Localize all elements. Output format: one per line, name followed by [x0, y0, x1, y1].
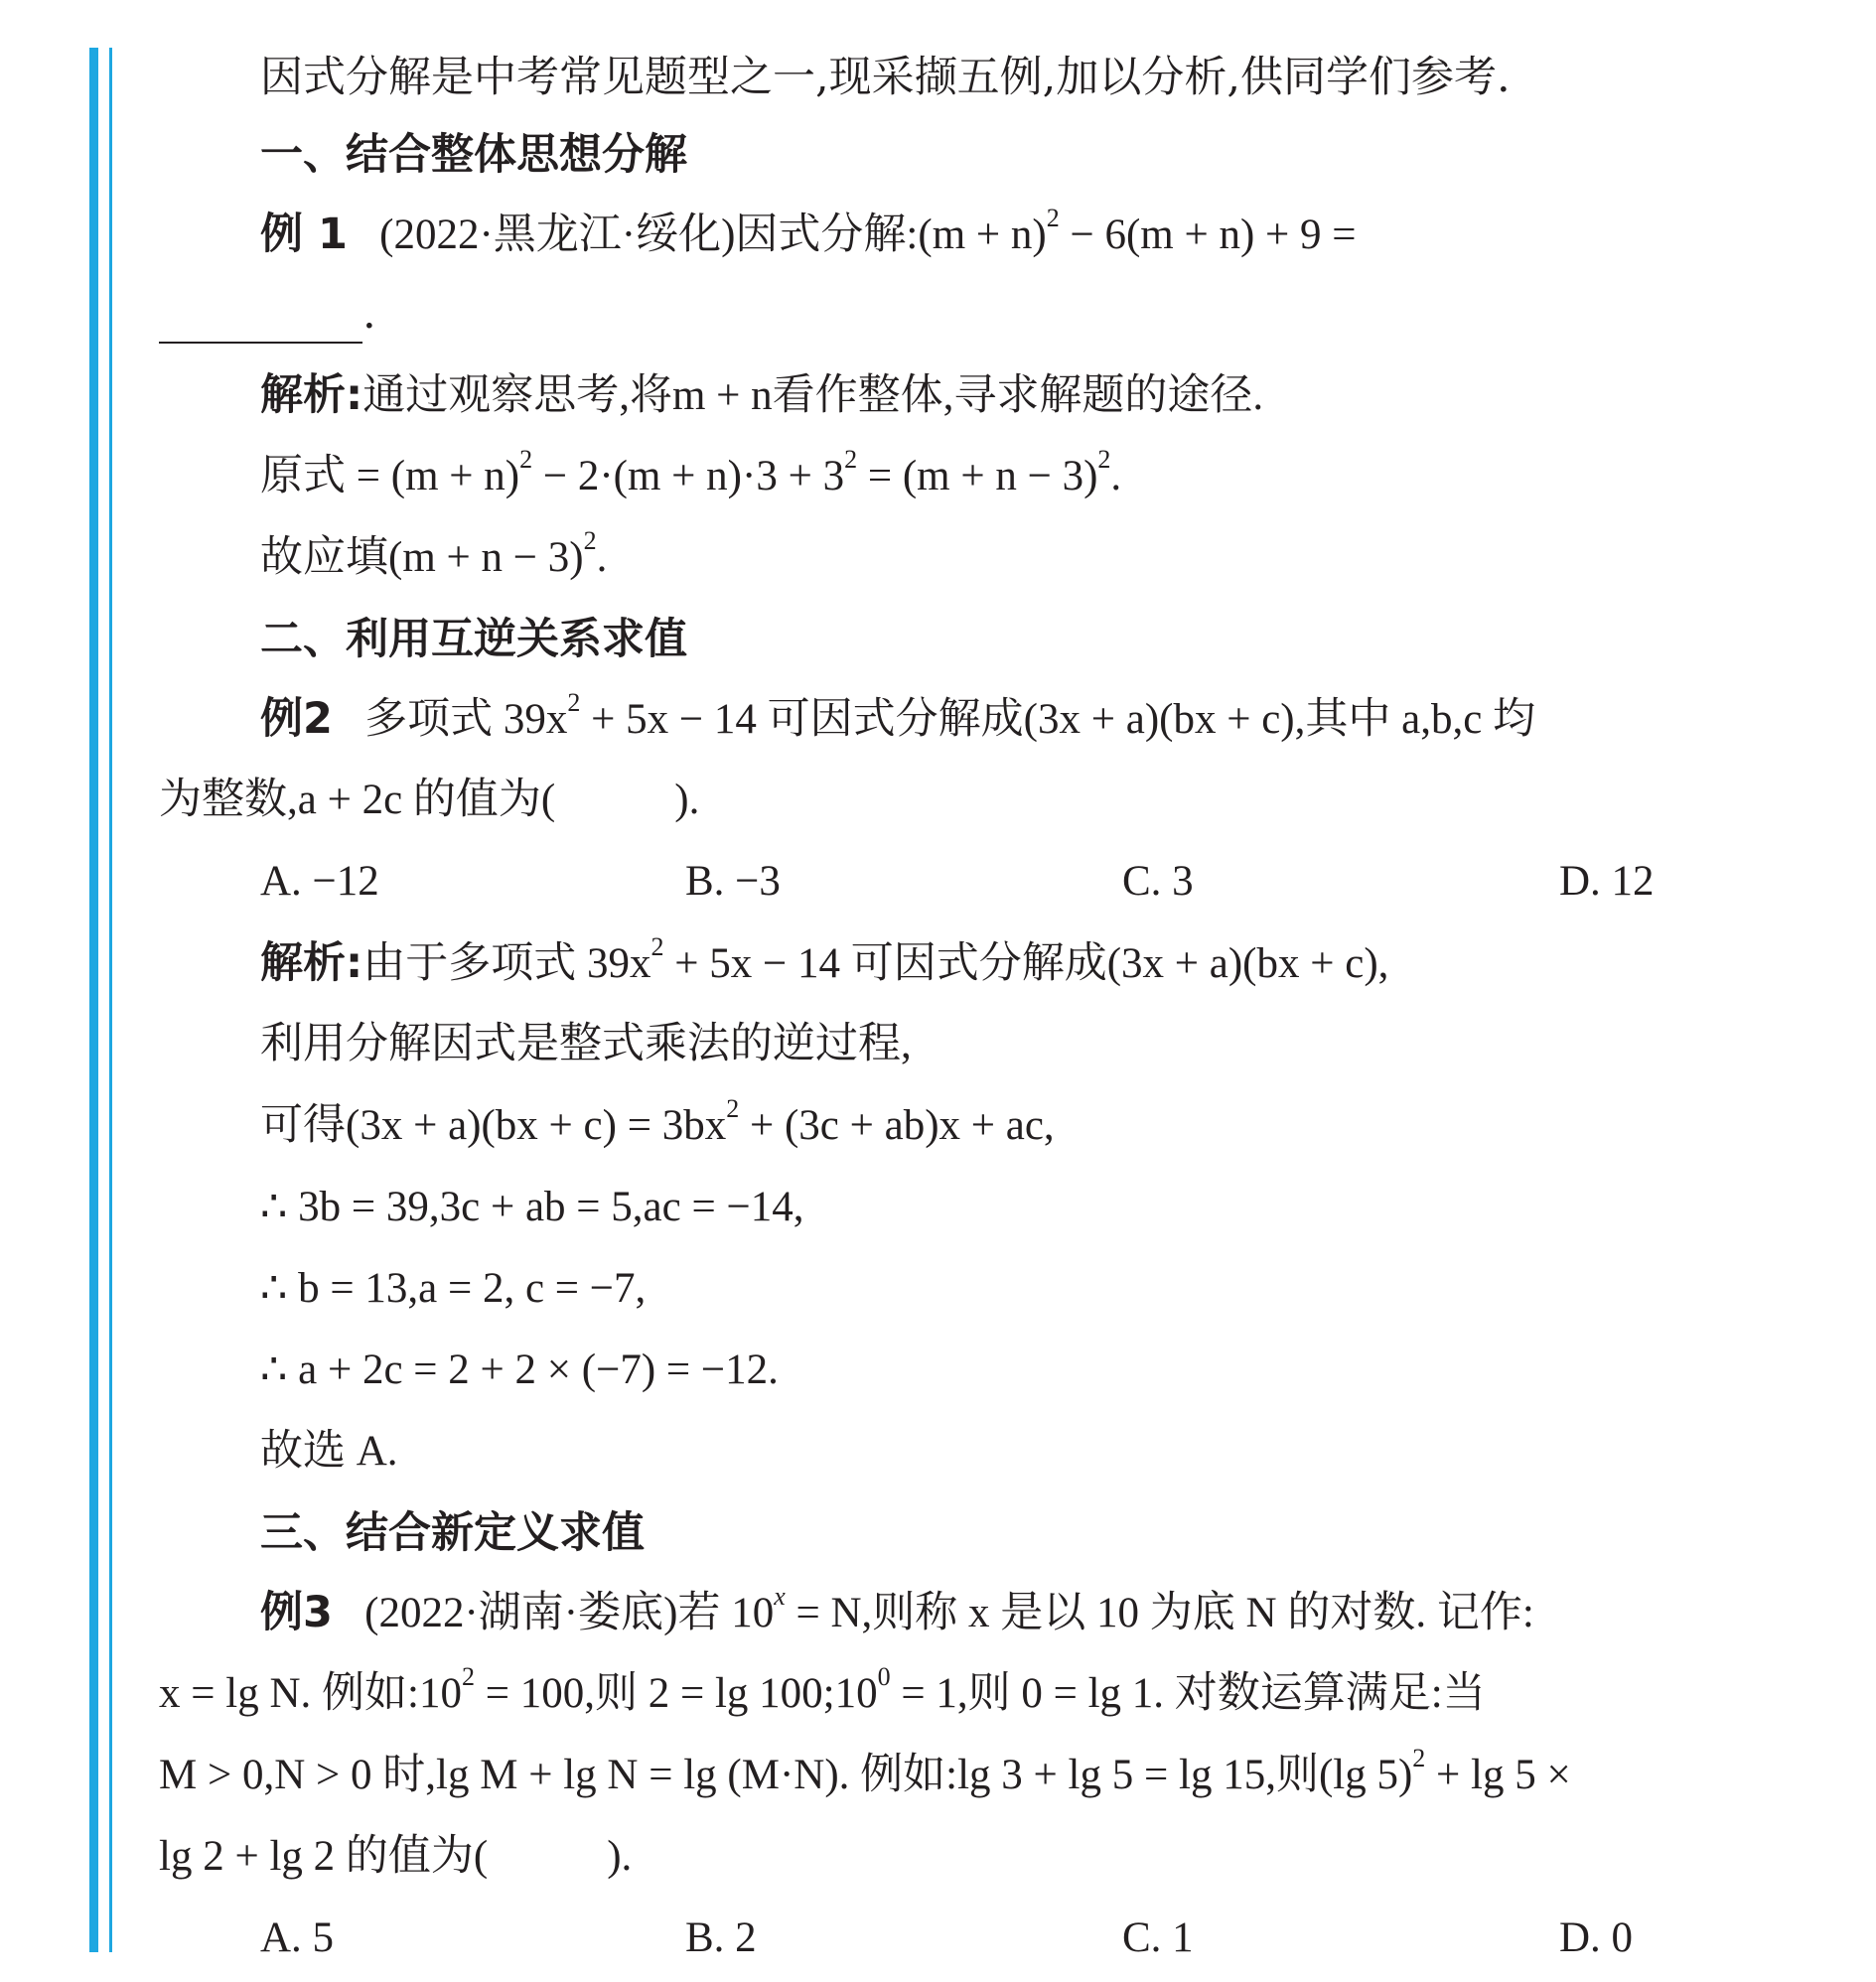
example-3-label: 例3	[260, 1588, 333, 1637]
example-1-question: 例 1 (2022·黑龙江·绥化)因式分解:(m + n)$^2$ − 6(m + n) + 9 =	[260, 204, 1357, 259]
example-2-option-a: A. −12	[260, 858, 379, 905]
margin-bar-thin	[109, 48, 112, 1952]
example-3-option-a: A. 5	[260, 1914, 335, 1961]
example-3-line1: 例3 (2022·湖南·娄底)若 $10^x = N$,则称 x 是以 10 为底 N 的对数. 记作:	[260, 1582, 1534, 1637]
example-2-option-b: B. −3	[685, 858, 781, 905]
example-1-label: 例 1	[260, 210, 348, 259]
example-2-step-2: 利用分解因式是整式乘法的逆过程,	[260, 1021, 912, 1067]
example-2-question-line2: 为整数,a + 2c 的值为( ).	[159, 777, 700, 823]
section-2-title: 二、利用互逆关系求值	[260, 615, 687, 664]
margin-bar-thick	[89, 48, 98, 1952]
example-3-option-b: B. 2	[685, 1914, 757, 1961]
example-2-step-6: ∴ a + 2c = 2 + 2 × (−7) = −12.	[260, 1346, 779, 1393]
intro-text: 因式分解是中考常见题型之一,现采撷五例,加以分析,供同学们参考.	[260, 53, 1511, 102]
example-2-analysis: 解析:由于多项式 $39x^2 + 5x - 14$ 可因式分解成(3x + a)(bx + c),	[260, 932, 1389, 988]
section-3-title: 三、结合新定义求值	[260, 1508, 645, 1558]
example-3-option-d: D. 0	[1559, 1914, 1634, 1961]
example-1-answer-blank: .	[159, 284, 1816, 344]
example-3-line2: x = lg N. 例如$:10^2 = 100$,则 $2 = \lg 100;10^0 = 1$,则 0 = lg 1. 对数运算满足:当	[159, 1662, 1486, 1717]
example-2-question-line1: 例2 多项式 $39x^2 + 5x - 14$ 可因式分解成(3x + a)(bx + c),其中 a,b,c 均	[260, 688, 1536, 744]
example-2-option-c: C. 3	[1122, 858, 1194, 905]
answer-blank[interactable]	[159, 296, 362, 344]
example-2-label: 例2	[260, 694, 333, 744]
example-1-conclusion: 故应填$(m + n - 3)^2$.	[260, 526, 608, 581]
example-1-step: 原式 = $(m + n)^2 - 2\cdot(m + n)\cdot 3 + 3^2 = (m + n - 3)^2$.	[260, 445, 1122, 499]
example-2-step-5: ∴ b = 13,a = 2, c = −7,	[260, 1265, 647, 1312]
example-2-step-4: ∴ 3b = 39,3c + ab = 5,ac = −14,	[260, 1184, 804, 1230]
example-3-line4: lg 2 + lg 2 的值为( ).	[159, 1833, 633, 1880]
example-2-option-d: D. 12	[1559, 858, 1655, 905]
example-3-option-c: C. 1	[1122, 1914, 1194, 1961]
example-2-step-3: 可得$(3x + a)(bx + c) = 3bx^2 + (3c + ab)x$ + ac,	[260, 1094, 1055, 1149]
example-2-step-7: 故选 A.	[260, 1428, 398, 1475]
example-1-analysis: 解析:通过观察思考,将m + n看作整体,寻求解题的途径.	[260, 370, 1264, 420]
example-3-line3: M > 0,N > 0 时,lg M + lg N = lg (M·N). 例如:lg 3 + lg 5 = lg 15,则(lg 5)$^2$ + lg 5 ×	[159, 1744, 1571, 1798]
section-1-title: 一、结合整体思想分解	[260, 130, 687, 180]
